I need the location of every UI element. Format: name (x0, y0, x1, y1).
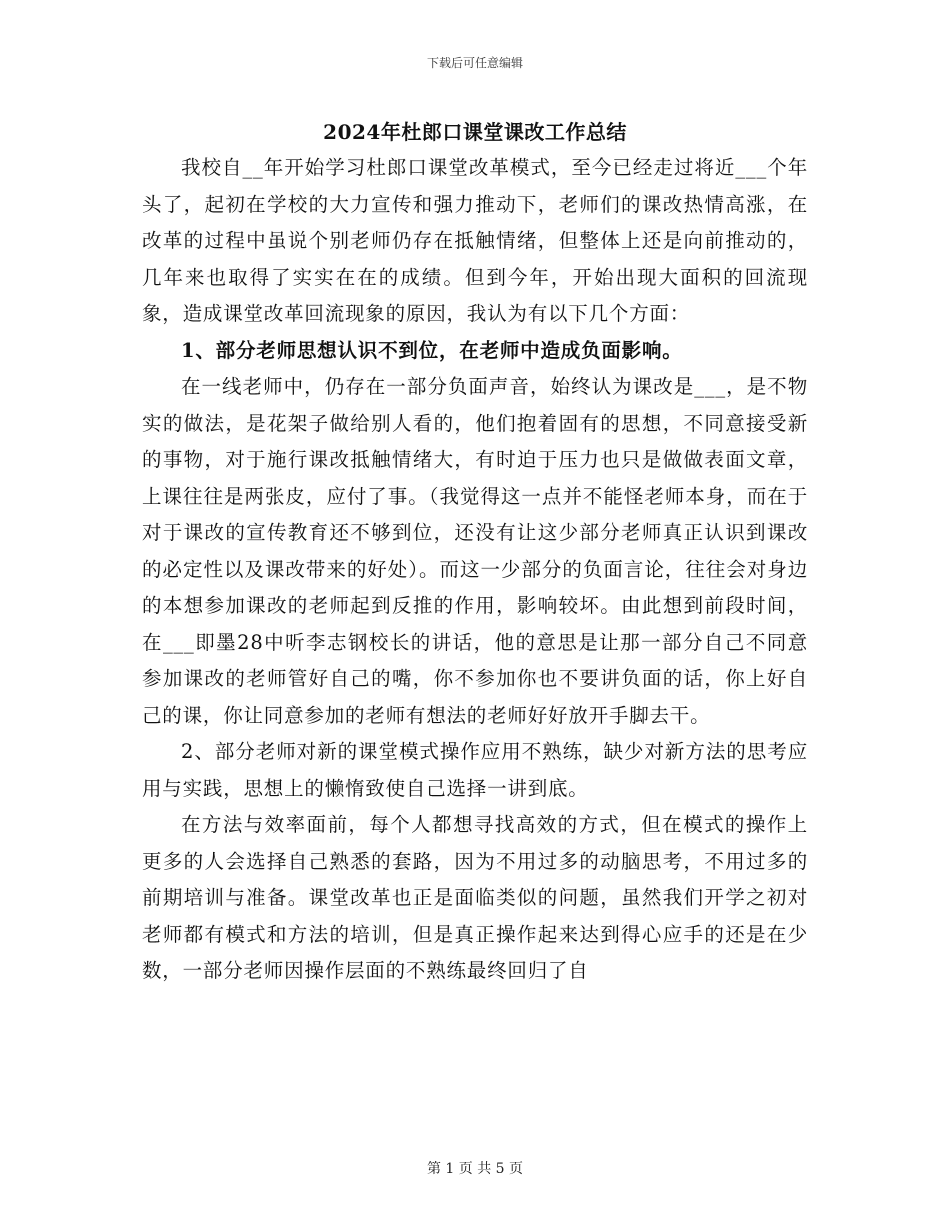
paragraph-intro: 我校自__年开始学习杜郎口课堂改革模式，至今已经走过将近___个年头了，起初在学校的大力宣传和强力推动下，老师们的课改热情高涨，在改革的过程中虽说个别老师仍存在抵触情绪，但整体上还是向前推动的，几年来也取得了实实在在的成绩。但到今年，开始出现大面积的回流现象，造成课堂改革回流现象的原因，我认为有以下几个方面： (142, 156, 808, 325)
page-number: 第 1 页 共 5 页 (426, 1161, 524, 1177)
document-body (142, 150, 808, 990)
section-heading-2: 2、部分老师对新的课堂模式操作应用不熟练，缺少对新方法的思考应用与实践，思想上的懒惰致使自己选择一讲到底。 (142, 740, 808, 800)
section-heading-1: 1、部分老师思想认识不到位，在老师中造成负面影响。 (181, 338, 683, 362)
document-title: 2024年杜郎口课堂课改工作总结 (323, 120, 627, 144)
paragraph-section-2: 在方法与效率面前，每个人都想寻找高效的方式，但在模式的操作上更多的人会选择自己熟悉的套路，因为不用过多的动脑思考，不用过多的前期培训与准备。课堂改革也正是面临类似的问题，虽然我们开学之初对老师都有模式和方法的培训，但是真正操作起来达到得心应手的还是在少数，一部分老师因操作层面的不熟练最终回归了自 (142, 813, 808, 982)
paragraph-section-1: 在一线老师中，仍存在一部分负面声音，始终认为课改是___，是不物实的做法，是花架子做给别人看的，他们抱着固有的思想，不同意接受新的事物，对于施行课改抵触情绪大，有时迫于压力也只是做做表面文章，上课往往是两张皮，应付了事。（我觉得这一点并不能怪老师本身，而在于对于课改的宣传教育还不够到位，还没有让这少部分老师真正认识到课改的必定性以及课改带来的好处）。而这一少部分的负面言论，往往会对身边的本想参加课改的老师起到反推的作用，影响较坏。由此想到前段时间，在___即墨28中听李志钢校长的讲话，他的意思是让那一部分自己不同意参加课改的老师管好自己的嘴，你不参加你也不要讲负面的话，你上好自己的课，你让同意参加的老师有想法的老师好好放开手脚去干。 (142, 375, 808, 727)
header-note: 下载后可任意编辑 (426, 56, 523, 70)
